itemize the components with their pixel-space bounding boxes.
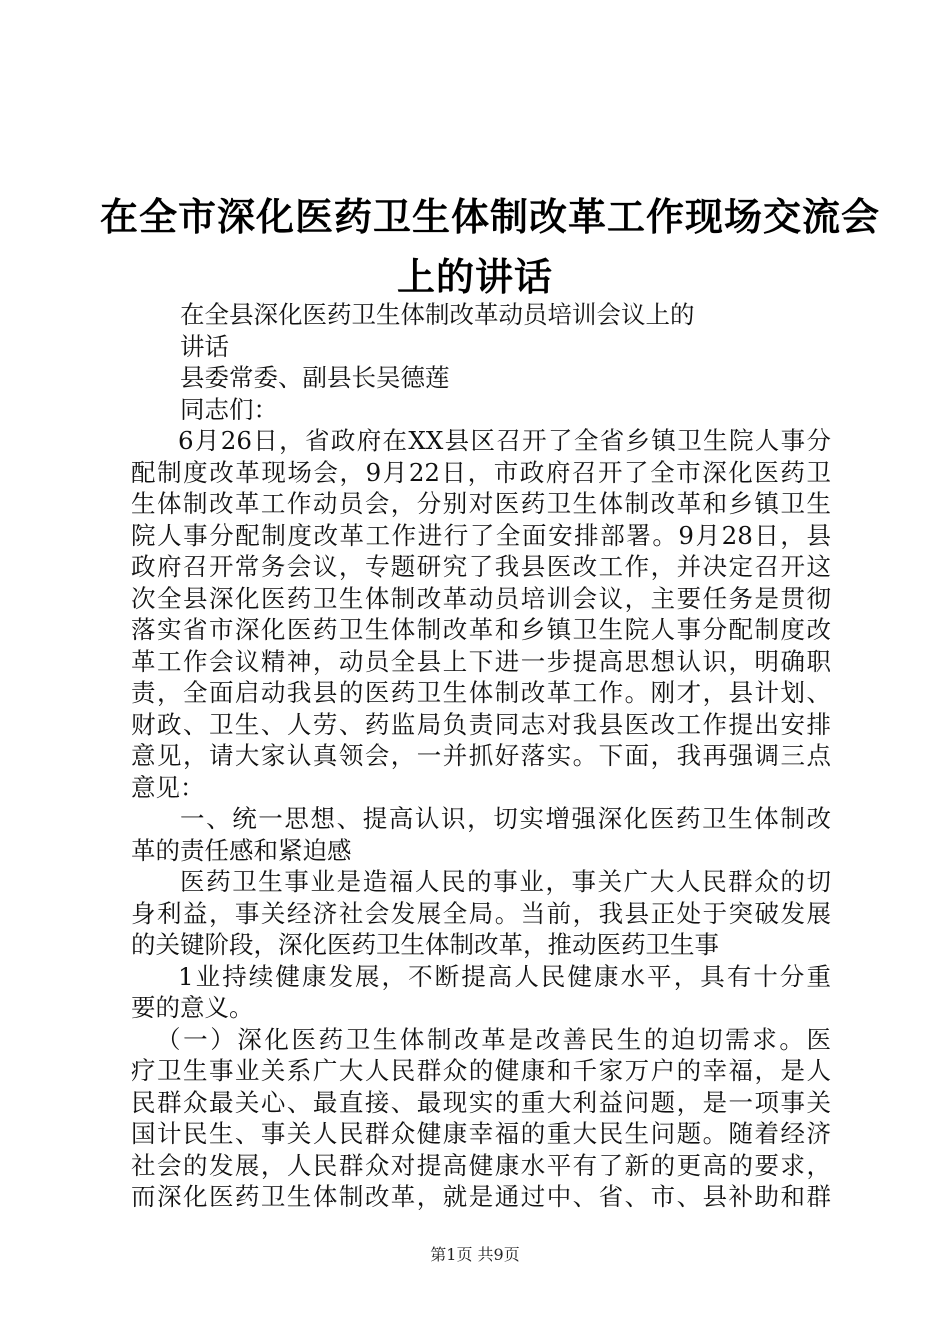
body-text-line: 意见，请大家认真领会，一并抓好落实。下面，我再强调三点 — [131, 741, 831, 770]
body-text-line: 国计民生、事关人民群众健康幸福的重大民生问题。随着经济 — [131, 1119, 831, 1148]
page-number-footer: 第1页 共9页 — [430, 1245, 520, 1264]
body-text-line: 民群众最关心、最直接、最现实的重大利益问题，是一项事关 — [131, 1088, 831, 1117]
body-text-line: 政府召开常务会议，专题研究了我县医改工作，并决定召开这 — [131, 552, 831, 581]
body-text-line: 生体制改革工作动员会，分别对医药卫生体制改革和乡镇卫生 — [131, 489, 831, 518]
body-text-line: 配制度改革现场会，9月22日，市政府召开了全市深化医药卫 — [131, 458, 831, 487]
subtitle-line: 讲话 — [180, 332, 229, 361]
body-text-line: 责，全面启动我县的医药卫生体制改革工作。刚才，县计划、 — [131, 678, 831, 707]
section-heading-line: 一、统一思想、提高认识，切实增强深化医药卫生体制改 — [180, 804, 831, 833]
body-text-line: 社会的发展，人民群众对提高健康水平有了新的更高的要求， — [131, 1151, 831, 1180]
subtitle-line: 在全县深化医药卫生体制改革动员培训会议上的 — [180, 300, 695, 329]
document-title-line-2: 上的讲话 — [396, 255, 553, 299]
body-text-line: 次全县深化医药卫生体制改革动员培训会议，主要任务是贯彻 — [131, 584, 831, 613]
body-text-line: 革工作会议精神，动员全县上下进一步提高思想认识，明确职 — [131, 647, 831, 676]
body-text-line: 要的意义。 — [131, 993, 254, 1022]
body-text-line: 6月26日，省政府在XX县区召开了全省乡镇卫生院人事分 — [178, 426, 831, 455]
body-text-line: （一）深化医药卫生体制改革是改善民生的迫切需求。医 — [156, 1025, 831, 1054]
body-text-line: 1业持续健康发展，不断提高人民健康水平，具有十分重 — [178, 962, 831, 991]
body-text-line: 身利益，事关经济社会发展全局。当前，我县正处于突破发展 — [131, 899, 831, 928]
body-text-line: 医药卫生事业是造福人民的事业，事关广大人民群众的切 — [180, 867, 831, 896]
body-text-line: 疗卫生事业关系广大人民群众的健康和千家万户的幸福，是人 — [131, 1056, 831, 1085]
body-text-line: 而深化医药卫生体制改革，就是通过中、省、市、县补助和群 — [131, 1182, 831, 1211]
document-title-line-1: 在全市深化医药卫生体制改革工作现场交流会 — [100, 195, 881, 239]
body-text-line: 院人事分配制度改革工作进行了全面安排部署。9月28日，县 — [131, 521, 831, 550]
section-heading-line: 革的责任感和紧迫感 — [131, 836, 352, 865]
salutation-line: 同志们： — [180, 395, 278, 424]
speaker-line: 县委常委、副县长吴德莲 — [180, 363, 450, 392]
body-text-line: 的关键阶段，深化医药卫生体制改革，推动医药卫生事 — [131, 930, 719, 959]
body-text-line: 财政、卫生、人劳、药监局负责同志对我县医改工作提出安排 — [131, 710, 831, 739]
body-text-line: 意见： — [131, 773, 205, 802]
body-text-line: 落实省市深化医药卫生体制改革和乡镇卫生院人事分配制度改 — [131, 615, 831, 644]
